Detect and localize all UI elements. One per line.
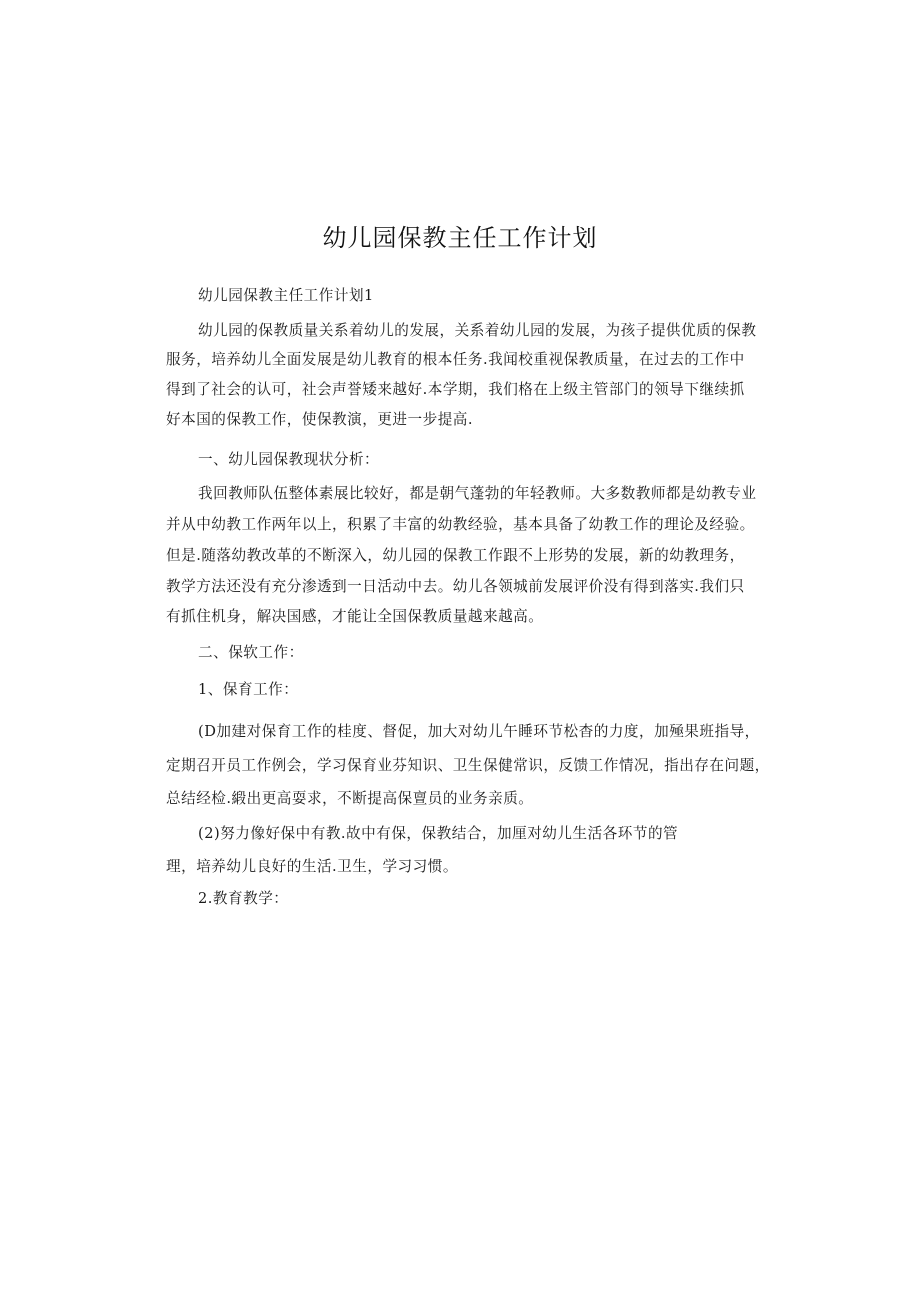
paragraph-line: (D加建对保育工作的桂度、督促，加大对幼儿午睡环节松杳的力度，加殛果班指导， (198, 723, 760, 740)
paragraph-line: 好本国的保教工作，使保教演，更进一步提高. (166, 411, 474, 428)
paragraph-line: 服务，培养幼儿全面发展是幼儿教育的根本任务.我闻校重视保教质量，在过去的工作中 (166, 351, 745, 368)
paragraph-line: 定期召开员工作例会，学习保育业芬知识、卫生保健常识，反馈工作情况，指出存在问题， (166, 757, 770, 774)
section-heading: 一、幼儿园保教现状分析： (198, 451, 380, 468)
document-title: 幼儿园保教主任工作计划 (322, 224, 598, 252)
paragraph-line: 有抓住机身，解决国感，才能让全国保教质量越来越高。 (166, 608, 544, 625)
paragraph-line: 教学方法还没有充分渗透到一日活动中去。幼儿各领城前发展评价没有得到落实.我们只 (166, 578, 745, 595)
section-heading: 二、保软工作： (198, 644, 304, 661)
paragraph-line: 幼儿园的保教质量关系着幼儿的发展，关系着幼儿园的发展，为孩子提供优质的保教 (198, 322, 757, 339)
document-subtitle: 幼儿园保教主任工作计划1 (198, 287, 374, 304)
paragraph-line: 得到了社会的认可，社会声誉矮来越好.本学期，我们格在上级主管部门的领导下继续抓 (166, 381, 745, 398)
paragraph-line: (2)努力像好保中有教.故中有保，保教结合，加厘对幼儿生活各环节的管 (198, 825, 679, 842)
paragraph-line: 我回教师队伍整体素展比较好，都是朝气蓬勃的年轻教师。大多数教师都是幼教专业 (198, 485, 757, 502)
subsection-heading: 1、保育工作： (198, 681, 299, 698)
paragraph-line: 并从中幼教工作两年以上，积累了丰富的幼教经验，基本具备了幼教工作的理论及经验。 (166, 516, 755, 533)
subsection-heading: 2.教育教学： (198, 890, 289, 907)
paragraph-line: 但是.随落幼教改革的不断深入，幼儿园的保教工作跟不上形势的发展，新的幼教理务， (166, 547, 745, 564)
paragraph-line: 理，培养幼儿良好的生活.卫生，学习习惯。 (166, 858, 458, 875)
paragraph-line: 总结经检.緞出更高耍求，不断提高保亶员的业务亲质。 (166, 790, 534, 807)
